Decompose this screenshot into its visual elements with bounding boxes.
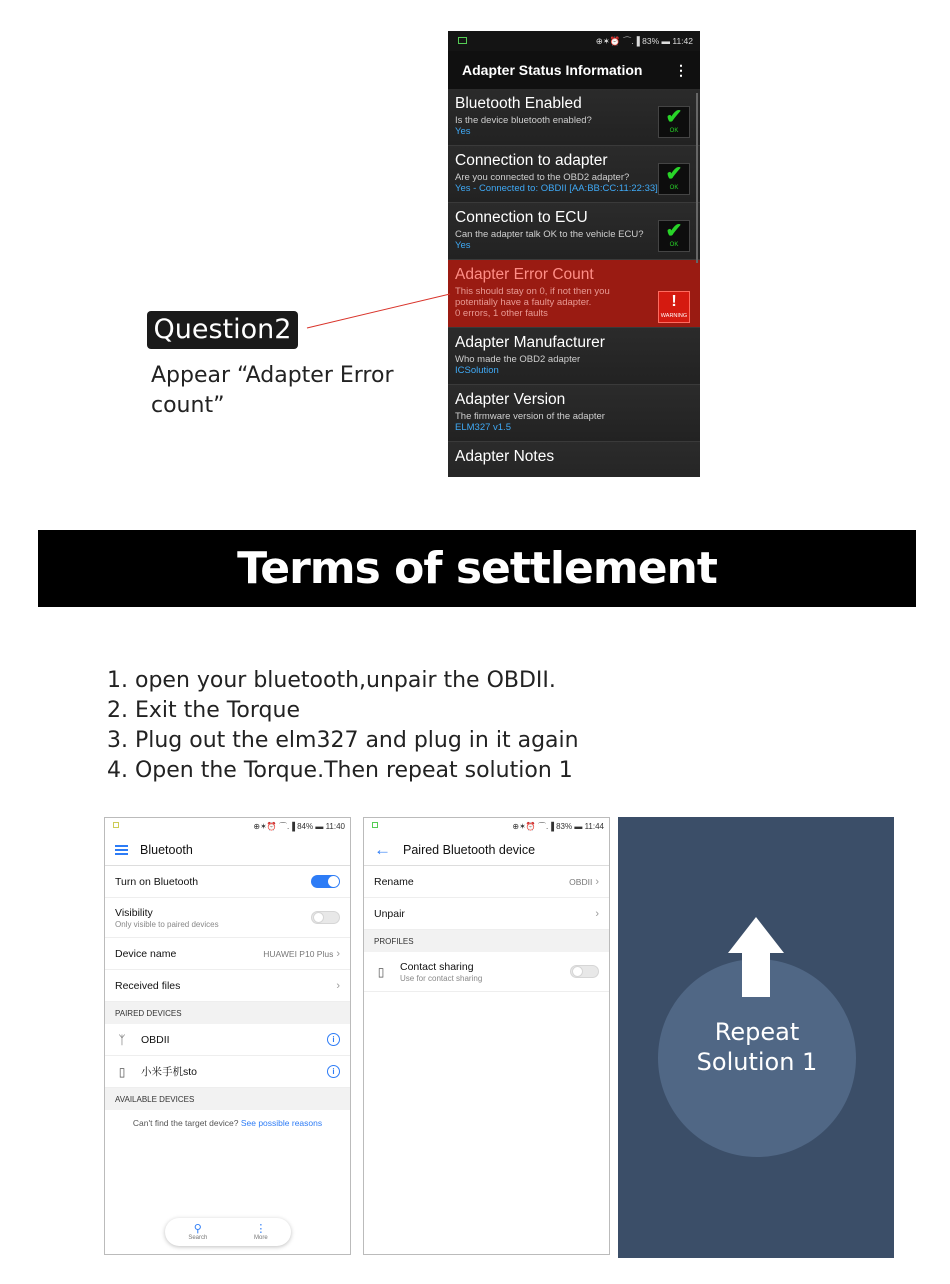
chevron-right-icon: › [336,979,340,992]
question-text: Appear “Adapter Error count” [151,363,394,418]
item-value: Yes [455,126,471,137]
header [105,834,350,866]
step-item: 1. open your bluetooth,unpair the OBDII. [107,668,556,693]
bottom-nav [165,1218,291,1246]
page-title: Paired Bluetooth device [403,842,536,857]
item-title: Connection to ECU [455,209,588,226]
row-label: Received files [115,979,181,992]
device-label: OBDII [141,1033,170,1046]
item-desc: Is the device bluetooth enabled? [455,115,592,126]
callout-line [0,0,950,400]
status-bar [364,818,609,834]
step-item: 4. Open the Torque.Then repeat solution 1 [107,758,573,783]
menu-icon[interactable] [115,843,128,857]
notification-icon [113,822,119,828]
nav-more[interactable]: ⋮ More [254,1222,268,1241]
step-item: 2. Exit the Torque [107,698,300,723]
item-desc: The firmware version of the adapter [455,411,605,422]
available-devices-header: AVAILABLE DEVICES [105,1088,350,1110]
see-reasons-link[interactable]: See possible reasons [240,1118,323,1128]
visibility-row [105,898,350,938]
item-title: Adapter Notes [455,448,555,465]
item-title: Bluetooth Enabled [455,95,582,112]
rename-row[interactable] [364,866,609,898]
device-name-value: HUAWEI P10 Plus [263,948,334,959]
bluetooth-icon: ᛉ [118,1032,126,1047]
profiles-header: PROFILES [364,930,609,952]
ok-check-icon: ✔ OK [658,163,690,195]
more-vert-icon[interactable]: ⋮ [674,62,688,78]
contact-sharing-toggle[interactable] [570,965,599,978]
received-files-row[interactable] [105,970,350,1002]
repeat-text: Repeat Solution 1 [696,1018,818,1076]
row-label: Turn on Bluetooth [115,875,199,888]
chevron-right-icon: › [595,907,599,920]
search-icon: ⚲ [193,1222,202,1235]
row-label: Rename [374,875,414,888]
row-label: Device name [115,947,177,960]
phone-icon: ▯ [377,964,385,979]
item-value: Yes - Connected to: OBDII [AA:BB:CC:11:22:33] [455,183,658,194]
row-label: Visibility [115,906,153,919]
bluetooth-toggle[interactable] [311,875,340,888]
chevron-right-icon: › [595,875,599,888]
paired-device-row[interactable] [105,1024,350,1056]
question-label: Question2 [147,311,298,349]
more-vert-icon: ⋮ [255,1222,267,1235]
paired-devices-header: PAIRED DEVICES [105,1002,350,1024]
rename-value: OBDII [569,876,593,887]
item-value: Yes [455,240,471,251]
section-banner: Terms of settlement [38,530,916,607]
steps-list [107,666,579,786]
warning-icon: ! WARNING [658,291,690,323]
item-desc: Are you connected to the OBD2 adapter? [455,172,630,183]
paired-device-row[interactable] [105,1056,350,1088]
status-bar-right: ⊕✶⏰ ⌒.▐ 83% ▬ 11:42 [595,36,693,46]
status-bar-right: ⊕✶⏰ ⌒.▐ 84% ▬ 11:40 [253,821,345,831]
device-name-row[interactable] [105,938,350,970]
page-title: Bluetooth [140,842,193,857]
item-desc: Can the adapter talk OK to the vehicle ECU? [455,229,644,240]
cant-find-text: Can't find the target device? See possible reasons [132,1118,323,1128]
phone-icon: ▯ [118,1064,126,1079]
status-bar-right: ⊕✶⏰ ⌒.▐ 83% ▬ 11:44 [512,821,604,831]
arrow-up-icon [728,917,784,997]
item-title: Adapter Error Count [455,266,594,283]
item-value: ELM327 v1.5 [455,422,511,433]
back-arrow-icon[interactable]: ← [374,840,391,859]
paired-device-screenshot [363,817,610,1255]
item-title: Connection to adapter [455,152,608,169]
row-label: Unpair [374,907,405,920]
info-icon[interactable]: i [327,1065,340,1078]
item-value: 0 errors, 1 other faults [455,308,548,319]
ok-check-icon: ✔ OK [658,220,690,252]
row-sublabel: Only visible to paired devices [115,919,219,929]
item-desc: This should stay on 0, if not then you potentially have a faulty adapter. [455,286,610,308]
turn-on-bluetooth-row [105,866,350,898]
item-desc: Who made the OBD2 adapter [455,354,581,365]
page-title: Adapter Status Information [462,62,643,78]
contact-sharing-row [364,952,609,992]
chevron-right-icon: › [336,947,340,960]
device-label: 小米手机sto [141,1066,198,1078]
visibility-toggle[interactable] [311,911,340,924]
info-icon[interactable]: i [327,1033,340,1046]
notification-icon [372,822,378,828]
row-sublabel: Use for contact sharing [400,973,483,983]
item-title: Adapter Version [455,391,566,408]
step-item: 3. Plug out the elm327 and plug in it again [107,728,579,753]
status-item-adapter-notes[interactable] [448,442,700,477]
item-value: ICSolution [455,365,499,376]
row-label: Contact sharing [400,960,474,973]
status-bar [105,818,350,834]
bluetooth-settings-screenshot [104,817,351,1255]
unpair-row[interactable] [364,898,609,930]
nav-search[interactable]: ⚲ Search [188,1222,208,1241]
repeat-solution-panel [618,817,894,1258]
ok-check-icon: ✔ OK [658,106,690,138]
header [364,834,609,866]
item-title: Adapter Manufacturer [455,334,605,351]
